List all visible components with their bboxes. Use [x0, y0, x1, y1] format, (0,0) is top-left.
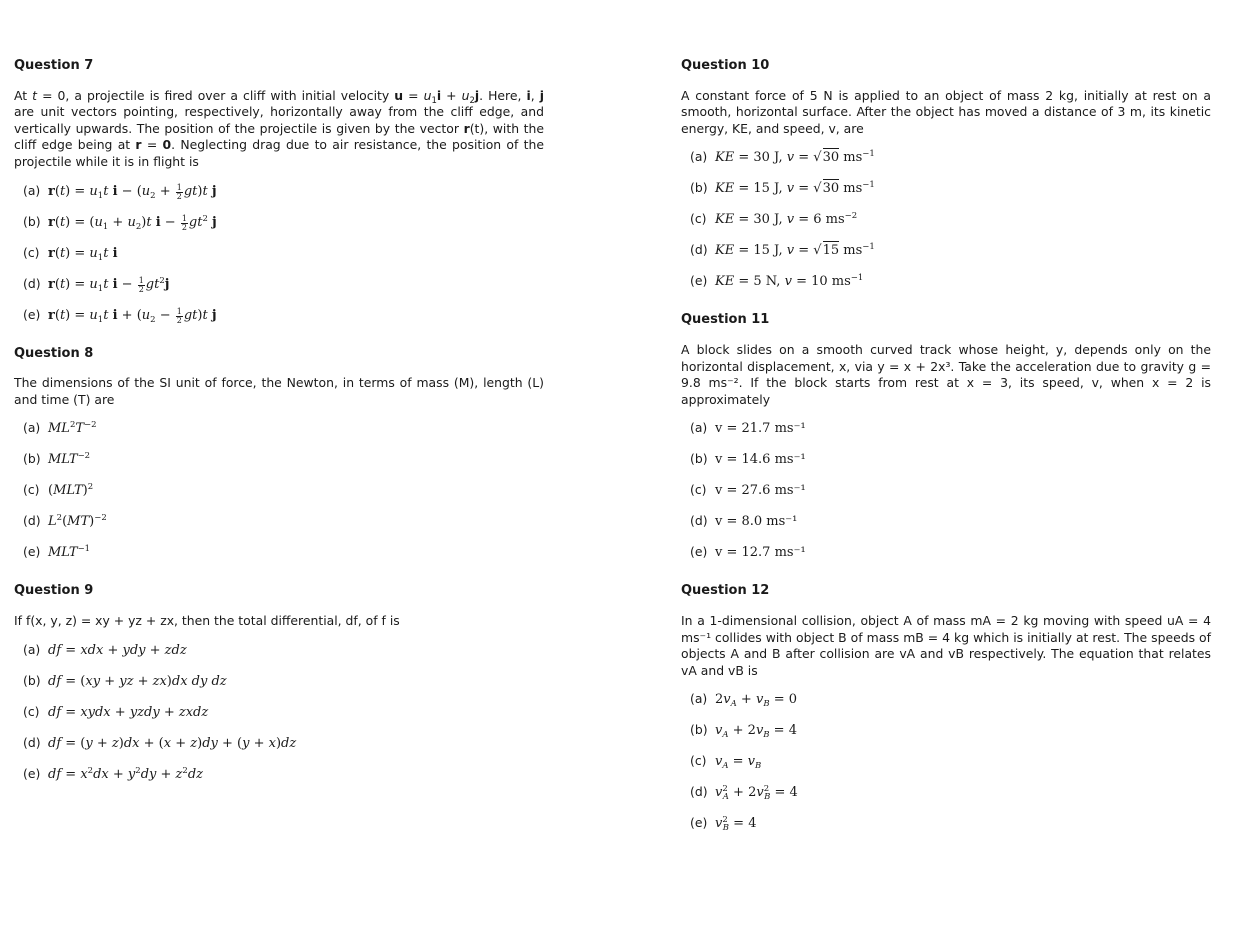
- option-e[interactable]: (e) v = 12.7 ms⁻¹: [690, 544, 806, 561]
- option-formula: KE = 15 J, v = √15 $ms^{-1}$: [715, 242, 875, 259]
- question-stem: A block slides on a smooth curved track whose height, y, depends only on the horizontal displacement, x, via y = x + 2x³. Take the acceleration due to gravity g = 9.8 ms⁻². If the block starts from rest at x = 3, its speed, v, when x = 2 is approximately: [681, 341, 1211, 407]
- option-formula: df = xdx + ydy + zdz: [48, 642, 187, 658]
- option-formula: df = xydx + yzdy + zxdz: [48, 704, 209, 720]
- option-formula: KE = 15 J, v = √30 $ms^{-1}$: [715, 180, 875, 197]
- option-formula: KE = 30 J, v = √30 $ms^{-1}$: [715, 149, 875, 166]
- option-a[interactable]: (a) $ML^2T^{-2}$: [23, 420, 97, 437]
- question-title: Question 10: [681, 58, 770, 73]
- option-e[interactable]: (e) $v^2_B = 4$: [690, 815, 757, 834]
- option-formula: v = 14.6 ms⁻¹: [715, 452, 806, 468]
- option-formula: $ML^2T^{-2}$: [48, 420, 97, 437]
- option-formula: v = 27.6 ms⁻¹: [715, 483, 806, 499]
- option-c[interactable]: (c) df = xydx + yzdy + zxdz: [23, 703, 209, 720]
- option-formula: v = 12.7 ms⁻¹: [715, 545, 806, 561]
- option-formula: $L^2(MT)^{-2}$: [48, 513, 107, 530]
- option-formula: $r(t) = u_1t$ i − $\frac{1}{2}$ $gt^2j$: [48, 275, 170, 294]
- option-b[interactable]: (b) $MLT^{-2}$: [23, 451, 91, 468]
- question-title: Question 12: [681, 583, 770, 599]
- option-d[interactable]: (d) $L^2(MT)^{-2}$: [23, 513, 107, 530]
- option-b[interactable]: (b) $r(t) = (u_1 + u_2)t$ i − $\frac{1}{2}$ $gt^2$ j: [23, 213, 217, 232]
- option-c[interactable]: (c) v = 27.6 ms⁻¹: [690, 482, 806, 499]
- question-stem: A constant force of 5 N is applied to an object of mass 2 kg, initially at rest on a smooth, horizontal surface. After the object has moved a distance of 3 m, its kinetic energy, KE, and speed, v, are: [681, 87, 1211, 136]
- option-b[interactable]: (b) KE = 15 J, v = √30 $ms^{-1}$: [690, 180, 875, 197]
- question-title: Question 9: [14, 583, 94, 599]
- question-stem: The dimensions of the SI unit of force, the Newton, in terms of mass (M), length (L) and time (T) are: [14, 375, 544, 407]
- option-formula: df = (y + z)dx + (x + z)dy + (y + x)dz: [48, 735, 297, 751]
- option-a[interactable]: (a) v = 21.7 ms⁻¹: [690, 420, 806, 437]
- option-formula: KE = 30 J, v = 6 $ms^{-2}$: [715, 211, 858, 228]
- option-d[interactable]: (d) KE = 15 J, v = √15 $ms^{-1}$: [690, 242, 875, 259]
- option-b[interactable]: (b) df = (xy + yz + zx)dx dy dz: [23, 672, 227, 689]
- option-formula: $r(t) = (u_1 + u_2)t$ i − $\frac{1}{2}$ $gt^2$ j: [48, 213, 217, 232]
- question-8: [14, 346, 544, 563]
- option-formula: $v^2_B = 4$: [715, 815, 757, 834]
- option-d[interactable]: (d) $r(t) = u_1t$ i − $\frac{1}{2}$ $gt^2j$: [23, 275, 170, 294]
- option-formula: KE = 5 N, v = 10 $ms^{-1}$: [715, 273, 864, 290]
- question-stem: At t = 0, a projectile is fired over a cliff with initial velocity $u = u_1i + u_2j$. Here, i, j are unit vectors pointing, respectively, horizontally away from the cliff edge, and vertically upwards. The position of the projectile is given by the vector r(t), with the cliff edge being at r = 0. Neglecting drag due to air resistance, the position of the projectile while it is in flight is: [14, 87, 544, 169]
- option-e[interactable]: (e) KE = 5 N, v = 10 $ms^{-1}$: [690, 273, 864, 290]
- option-e[interactable]: (e) $MLT^{-1}$: [23, 544, 91, 561]
- right-column: [681, 58, 1211, 846]
- question-10: [681, 58, 1211, 291]
- question-title: Question 11: [681, 312, 770, 328]
- option-formula: $r(t) = u_1t$ $i - (u_2$ + $\frac{1}{2}$ gt)t j: [48, 182, 217, 201]
- option-a[interactable]: (a) KE = 30 J, v = √30 $ms^{-1}$: [690, 149, 875, 166]
- question-stem: If f(x, y, z) = xy + yz + zx, then the total differential, df, of f is: [14, 612, 400, 628]
- option-formula: df = (xy + yz + zx)dx dy dz: [48, 673, 227, 689]
- option-formula: v = 21.7 ms⁻¹: [715, 421, 806, 437]
- option-c[interactable]: (c) (MLT)$^2$: [23, 482, 94, 499]
- option-e[interactable]: (e) $r(t) = u_1t$ $i + (u_2$ − $\frac{1}{2}$ gt)t j: [23, 306, 217, 325]
- option-c[interactable]: (c) $r(t) = u_1t$ i: [23, 244, 118, 263]
- option-formula: $v_A = v_B$: [715, 754, 762, 772]
- left-column: [14, 58, 544, 797]
- option-c[interactable]: (c) $v_A = v_B$: [690, 753, 762, 772]
- option-formula: $2v_A + v_B = 0$: [715, 692, 797, 710]
- option-formula: v = 8.0 ms⁻¹: [715, 514, 798, 530]
- option-formula: $MLT^{-1}$: [48, 544, 91, 561]
- option-formula: $r(t) = u_1t$ $i + (u_2$ − $\frac{1}{2}$ gt)t j: [48, 306, 217, 325]
- option-a[interactable]: (a) $2v_A + v_B = 0$: [690, 691, 797, 710]
- question-11: [681, 312, 1211, 562]
- option-e[interactable]: (e) df = $x^2dx + y^2dy + z^2dz$: [23, 765, 203, 782]
- option-b[interactable]: (b) $v_A + 2v_B = 4$: [690, 722, 797, 741]
- option-formula: (MLT)$^2$: [48, 482, 94, 499]
- question-title: Question 8: [14, 345, 94, 361]
- question-12: [681, 583, 1211, 833]
- question-stem: In a 1-dimensional collision, object A of mass mA = 2 kg moving with speed uA = 4 ms⁻¹ collides with object B of mass mB = 4 kg which is initially at rest. The speeds of objects A and B after collision are vA and vB respectively. The equation that relates vA and vB is: [681, 612, 1211, 678]
- question-9: [14, 583, 544, 783]
- option-formula: $r(t) = u_1t$ i: [48, 245, 118, 263]
- option-c[interactable]: (c) KE = 30 J, v = 6 $ms^{-2}$: [690, 211, 858, 228]
- option-a[interactable]: (a) $r(t) = u_1t$ $i - (u_2$ + $\frac{1}{2}$ gt)t j: [23, 182, 217, 201]
- option-formula: df = $x^2dx + y^2dy + z^2dz$: [48, 765, 203, 782]
- option-d[interactable]: (d) $v^2_A + 2v^2_B = 4$: [690, 784, 798, 803]
- option-a[interactable]: (a) df = xdx + ydy + zdz: [23, 641, 187, 658]
- question-title: Question 7: [14, 58, 94, 73]
- question-7: [14, 58, 544, 325]
- option-formula: $v_A + 2v_B = 4$: [715, 723, 797, 741]
- option-d[interactable]: (d) df = (y + z)dx + (x + z)dy + (y + x)dz: [23, 734, 297, 751]
- option-d[interactable]: (d) v = 8.0 ms⁻¹: [690, 513, 798, 530]
- option-formula: $v^2_A + 2v^2_B = 4$: [715, 784, 798, 803]
- option-formula: $MLT^{-2}$: [48, 451, 91, 468]
- option-b[interactable]: (b) v = 14.6 ms⁻¹: [690, 451, 806, 468]
